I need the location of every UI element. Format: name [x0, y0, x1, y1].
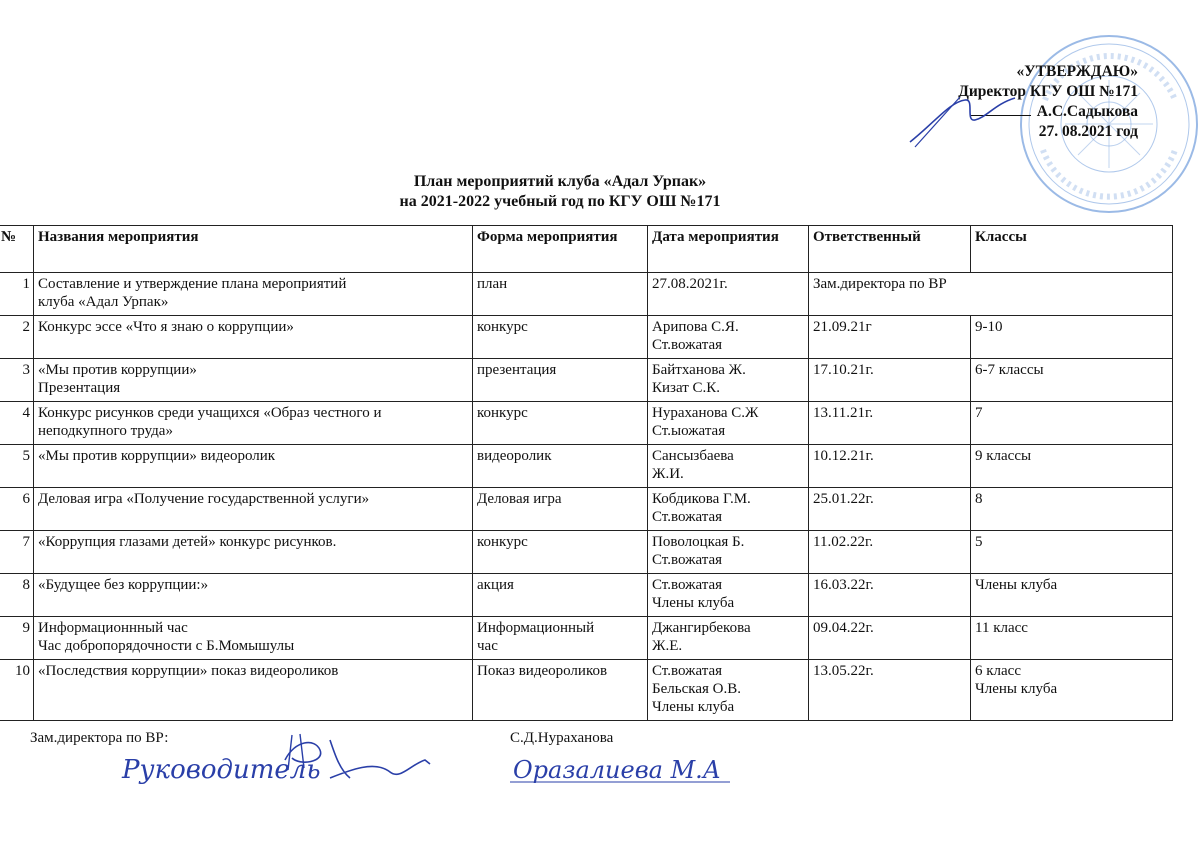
- cell-name: Составление и утверждение плана мероприятий клуба «Адал Урпак»: [34, 273, 473, 316]
- cell-col4: Ст.вожатая Бельская О.В. Члены клуба: [648, 660, 809, 721]
- cell-name: «Коррупция глазами детей» конкурс рисунков.: [34, 531, 473, 574]
- cell-col4: Сансызбаева Ж.И.: [648, 445, 809, 488]
- table-row: [0, 531, 1173, 574]
- cell-col5: 17.10.21г.: [809, 359, 971, 402]
- cell-form: конкурс: [473, 531, 648, 574]
- table-row: [0, 273, 1173, 316]
- cell-col6: 6 класс Члены клуба: [971, 660, 1173, 721]
- table-header-row: [0, 226, 1173, 273]
- cell-col6: 7: [971, 402, 1173, 445]
- cell-col4: Байтханова Ж. Кизат С.К.: [648, 359, 809, 402]
- events-table: [0, 225, 1173, 721]
- header-responsible: Ответственный: [809, 226, 971, 273]
- cell-num: 10: [0, 660, 34, 721]
- approval-director: Директор КГУ ОШ №171: [958, 83, 1138, 100]
- cell-form: Показ видеороликов: [473, 660, 648, 721]
- cell-form: конкурс: [473, 402, 648, 445]
- header-form: Форма мероприятия: [473, 226, 648, 273]
- header-classes: Классы: [971, 226, 1173, 273]
- cell-col5: 21.09.21г: [809, 316, 971, 359]
- cell-name: «Последствия коррупции» показ видеороликов: [34, 660, 473, 721]
- approval-signatory: А.С.Садыкова: [898, 102, 1138, 122]
- footer: [30, 730, 1180, 850]
- table-row: [0, 316, 1173, 359]
- cell-col5: 16.03.22г.: [809, 574, 971, 617]
- cell-col4: Поволоцкая Б. Ст.вожатая: [648, 531, 809, 574]
- cell-name: «Мы против коррупции» Презентация: [34, 359, 473, 402]
- document-title: [0, 172, 1200, 212]
- cell-col6: 9-10: [971, 316, 1173, 359]
- cell-num: 3: [0, 359, 34, 402]
- cell-col5: 25.01.22г.: [809, 488, 971, 531]
- cell-col6: 6-7 классы: [971, 359, 1173, 402]
- cell-col6: 11 класс: [971, 617, 1173, 660]
- cell-name: Конкурс эссе «Что я знаю о коррупции»: [34, 316, 473, 359]
- cell-num: 9: [0, 617, 34, 660]
- cell-num: 6: [0, 488, 34, 531]
- cell-col6: 8: [971, 488, 1173, 531]
- cell-form: акция: [473, 574, 648, 617]
- handwriting-left: Руководитель: [122, 755, 321, 785]
- cell-num: 7: [0, 531, 34, 574]
- cell-form: конкурс: [473, 316, 648, 359]
- table-row: [0, 359, 1173, 402]
- cell-col4: Джангирбекова Ж.Е.: [648, 617, 809, 660]
- cell-col4: Арипова С.Я. Ст.вожатая: [648, 316, 809, 359]
- table-row: [0, 488, 1173, 531]
- cell-col4: Кобдикова Г.М. Ст.вожатая: [648, 488, 809, 531]
- table-row: [0, 445, 1173, 488]
- cell-col5: Зам.директора по ВР: [809, 273, 1173, 316]
- header-date: Дата мероприятия: [648, 226, 809, 273]
- header-num: №: [0, 226, 34, 273]
- header-name: Названия мероприятия: [34, 226, 473, 273]
- cell-name: Деловая игра «Получение государственной услуги»: [34, 488, 473, 531]
- cell-name: Информационнный час Час добропорядочности с Б.Момышулы: [34, 617, 473, 660]
- handwritten-signatures-icon: [30, 730, 1180, 850]
- title-line-2: на 2021-2022 учебный год по КГУ ОШ №171: [399, 193, 721, 210]
- cell-form: видеоролик: [473, 445, 648, 488]
- cell-num: 1: [0, 273, 34, 316]
- cell-num: 5: [0, 445, 34, 488]
- footer-right-name: С.Д.Нураханова: [510, 730, 614, 746]
- cell-form: Информационный час: [473, 617, 648, 660]
- cell-col5: 13.05.22г.: [809, 660, 971, 721]
- table-row: [0, 402, 1173, 445]
- cell-name: «Мы против коррупции» видеоролик: [34, 445, 473, 488]
- cell-num: 4: [0, 402, 34, 445]
- table-row: [0, 574, 1173, 617]
- cell-col5: 11.02.22г.: [809, 531, 971, 574]
- approval-date: 27. 08.2021 год: [1038, 123, 1138, 140]
- cell-form: Деловая игра: [473, 488, 648, 531]
- cell-col6: 5: [971, 531, 1173, 574]
- director-signature-icon: [905, 92, 1025, 152]
- approval-heading: «УТВЕРЖДАЮ»: [1016, 63, 1138, 80]
- table-row: [0, 660, 1173, 721]
- cell-col6: 9 классы: [971, 445, 1173, 488]
- footer-left-label: Зам.директора по ВР:: [30, 730, 169, 746]
- cell-num: 8: [0, 574, 34, 617]
- cell-col5: 13.11.21г.: [809, 402, 971, 445]
- cell-name: «Будущее без коррупции:»: [34, 574, 473, 617]
- cell-col4: Ст.вожатая Члены клуба: [648, 574, 809, 617]
- title-line-1: План мероприятий клуба «Адал Урпак»: [413, 173, 707, 190]
- cell-num: 2: [0, 316, 34, 359]
- cell-col5: 10.12.21г.: [809, 445, 971, 488]
- cell-col5: 09.04.22г.: [809, 617, 971, 660]
- handwriting-right: Оразалиева М.А: [513, 756, 721, 784]
- cell-col4: Нураханова С.Ж Ст.ыожатая: [648, 402, 809, 445]
- cell-name: Конкурс рисунков среди учащихся «Образ честного и неподкупного труда»: [34, 402, 473, 445]
- cell-col4: 27.08.2021г.: [648, 273, 809, 316]
- cell-form: презентация: [473, 359, 648, 402]
- table-row: [0, 617, 1173, 660]
- cell-form: план: [473, 273, 648, 316]
- cell-col6: Члены клуба: [971, 574, 1173, 617]
